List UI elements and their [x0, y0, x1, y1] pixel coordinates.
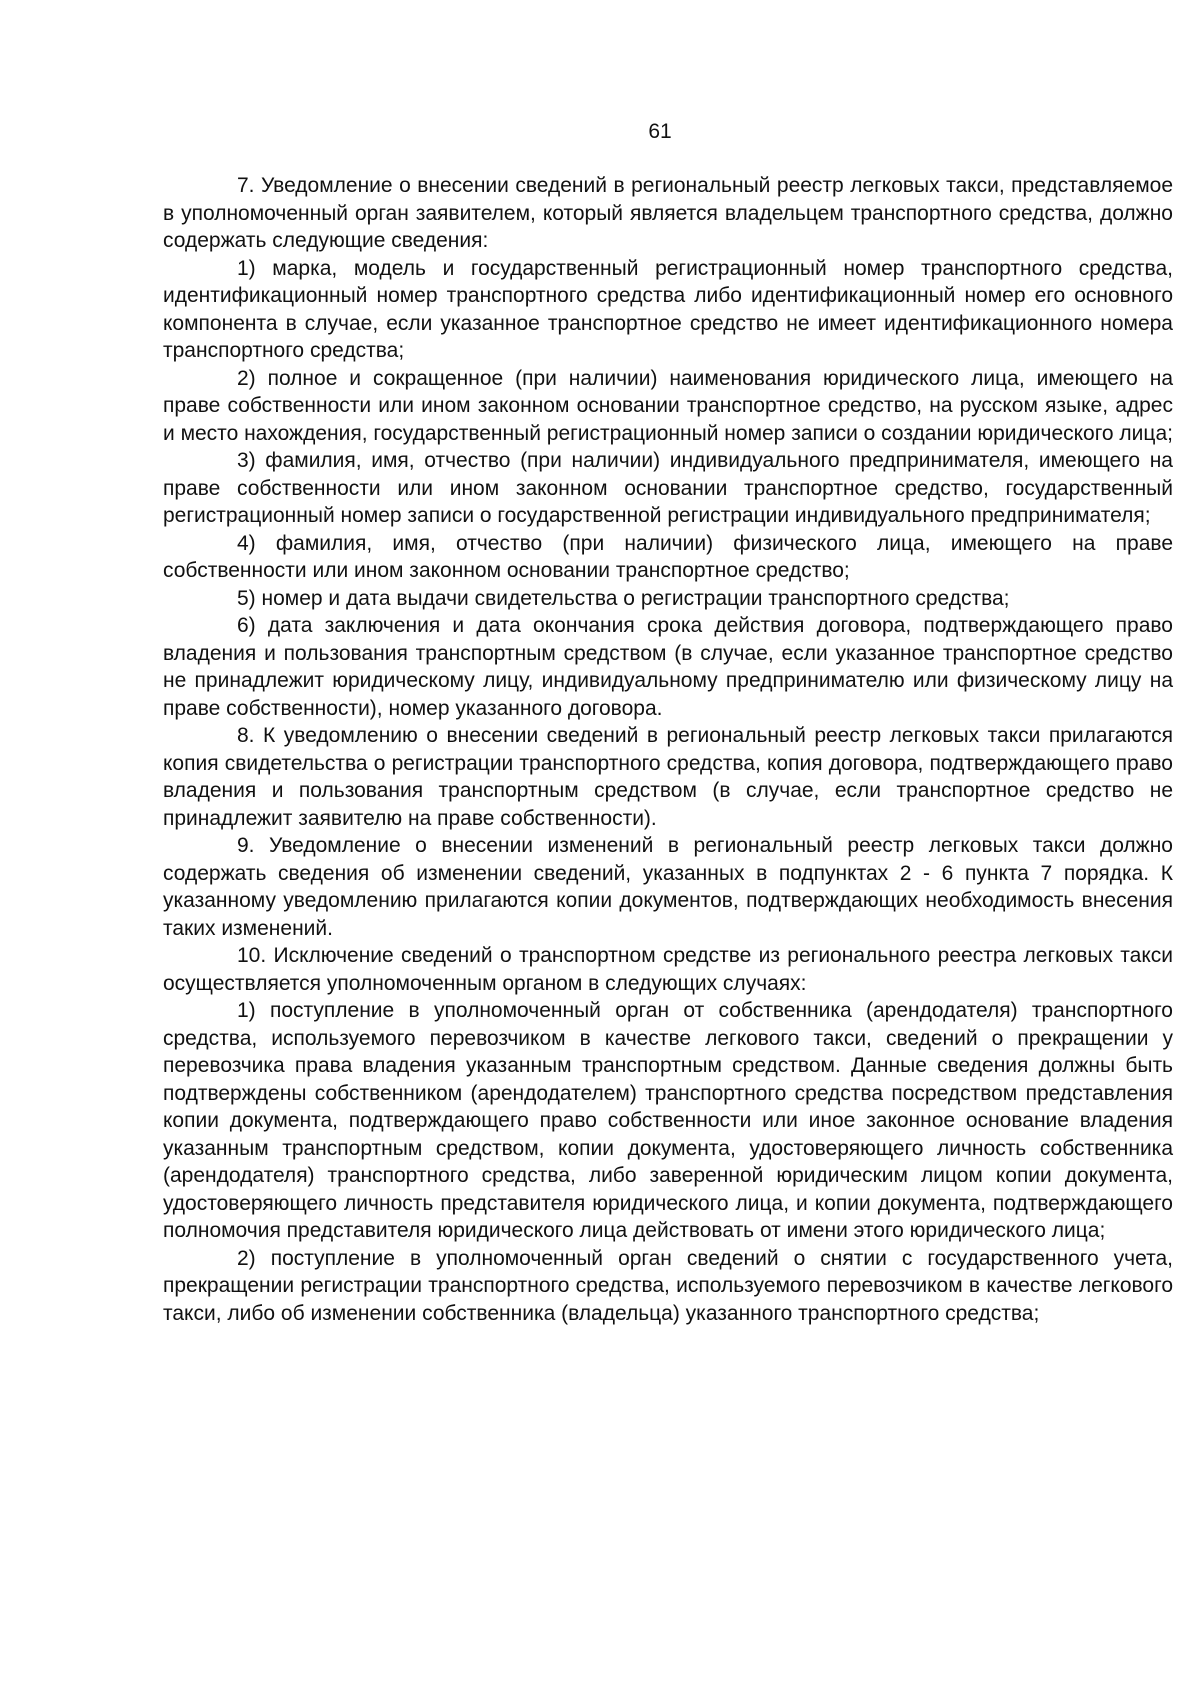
- paragraph-item-10: 10. Исключение сведений о транспортном средстве из регионального реестра легковых такси осуществляется уполномоченным органом в следующих случаях:: [163, 944, 1173, 995]
- page-number: 61: [648, 120, 672, 143]
- subparagraph-7-4: 4) фамилия, имя, отчество (при наличии) физического лица, имеющего на праве собственности или ином законном основании транспортное средство;: [163, 531, 1173, 582]
- document-body: [163, 172, 1173, 1327]
- subparagraph-7-2: 2) полное и сокращенное (при наличии) наименования юридического лица, имеющего на праве собственности или ином законном основании транспортное средство, на русском языке, адрес и место нахождения, государственный регистрационный номер записи о создании юридического лица;: [163, 366, 1173, 445]
- subparagraph-10-2: 2) поступление в уполномоченный орган сведений о снятии с государственного учета, прекращении регистрации транспортного средства, используемого перевозчиком в качестве легкового такси, либо об изменении собственника (владельца) указанного транспортного средства;: [163, 1246, 1173, 1325]
- subparagraph-7-6: 6) дата заключения и дата окончания срока действия договора, подтверждающего право владения и пользования транспортным средством (в случае, если указанное транспортное средство не принадлежит юридическому лицу, индивидуальному предпринимателю или физическому лицу на праве собственности), номер указанного договора.: [163, 614, 1173, 720]
- paragraph-item-7: 7. Уведомление о внесении сведений в региональный реестр легковых такси, представляемое в уполномоченный орган заявителем, который является владельцем транспортного средства, должно содержать следующие сведения:: [163, 174, 1173, 252]
- subparagraph-7-3: 3) фамилия, имя, отчество (при наличии) индивидуального предпринимателя, имеющего на праве собственности или ином законном основании транспортное средство, государственный регистрационный номер записи о государственной регистрации индивидуального предпринимателя;: [163, 449, 1173, 527]
- subparagraph-7-5: 5) номер и дата выдачи свидетельства о регистрации транспортного средства;: [237, 586, 1010, 610]
- subparagraph-10-1: 1) поступление в уполномоченный орган от собственника (арендодателя) транспортного средства, используемого перевозчиком в качестве легкового такси, сведений о прекращении у перевозчика права владения указанным транспортным средством. Данные сведения должны быть подтверждены собственником (арендодателем) транспортного средства посредством представления копии документа, подтверждающего право собственности или иное законное основание владения указанным транспортным средством, копии документа, удостоверяющего личность собственника (арендодателя) транспортного средства, либо заверенной юридическим лицом копии документа, удостоверяющего личность представителя юридического лица, и копии документа, подтверждающего полномочия представителя юридического лица действовать от имени этого юридического лица;: [163, 999, 1173, 1242]
- paragraph-item-8: 8. К уведомлению о внесении сведений в региональный реестр легковых такси прилагаются копия свидетельства о регистрации транспортного средства, копия договора, подтверждающего право владения и пользования транспортным средством (в случае, если транспортное средство не принадлежит заявителю на праве собственности).: [163, 724, 1173, 830]
- subparagraph-7-1: 1) марка, модель и государственный регистрационный номер транспортного средства, идентификационный номер транспортного средства либо идентификационный номер его основного компонента в случае, если указанное транспортное средство не имеет идентификационного номера транспортного средства;: [163, 256, 1173, 362]
- paragraph-item-9: 9. Уведомление о внесении изменений в региональный реестр легковых такси должно содержать сведения об изменении сведений, указанных в подпунктах 2 - 6 пункта 7 порядка. К указанному уведомлению прилагаются копии документов, подтверждающих необходимость внесения таких изменений.: [163, 834, 1173, 940]
